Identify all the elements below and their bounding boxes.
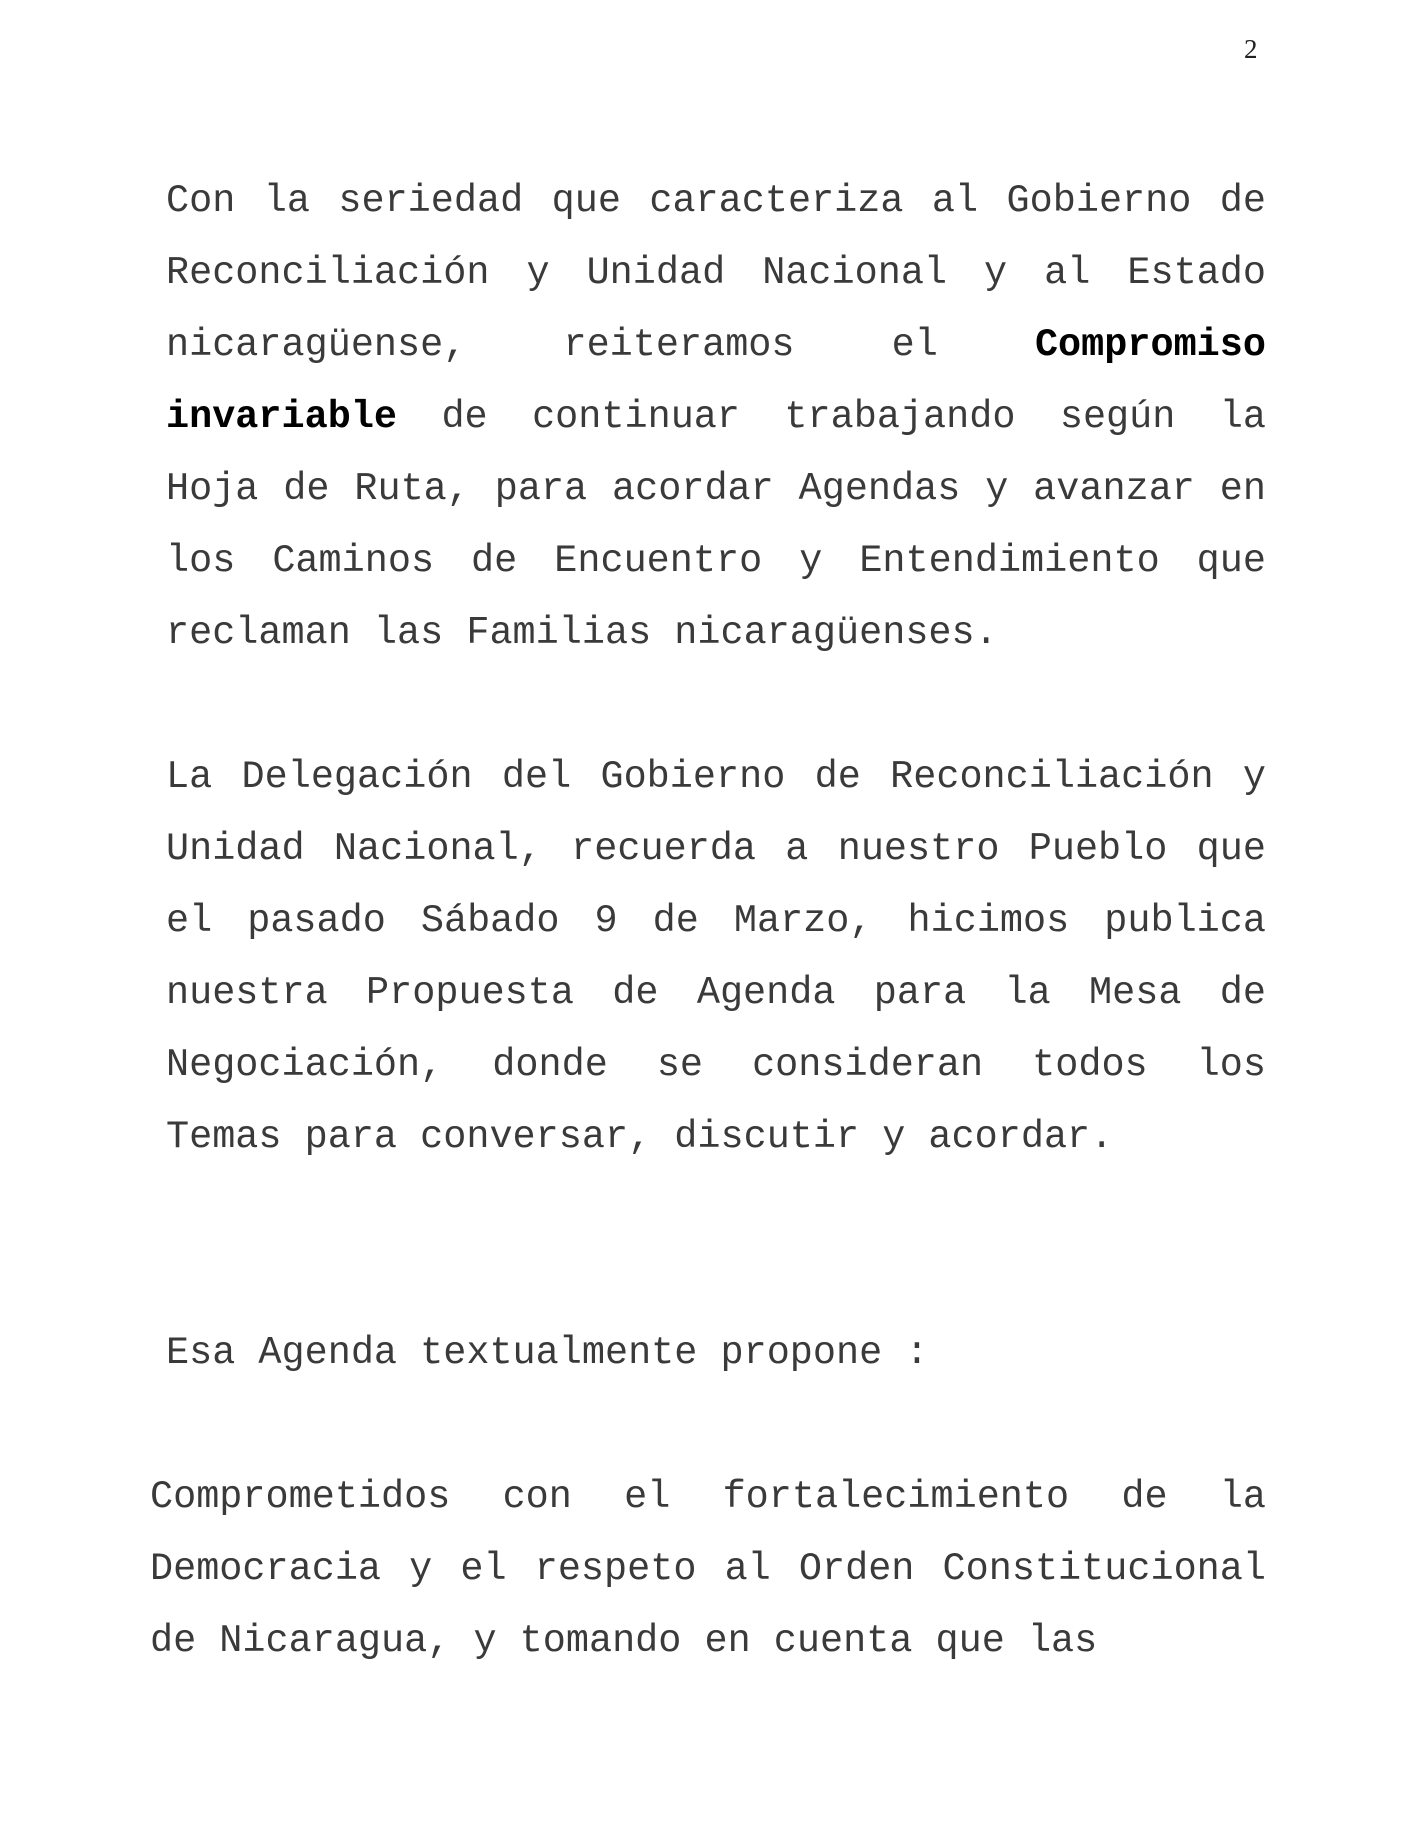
paragraph-commitment [166,165,1266,669]
paragraph-agenda-intro: Esa Agenda textualmente propone : [166,1331,929,1375]
paragraph-delegation: La Delegación del Gobierno de Reconciliación y Unidad Nacional, recuerda a nuestro Pueblo que el pasado Sábado 9 de Marzo, hicimos publica nuestra Propuesta de Agenda para la Mesa de Negociación, donde se consideran todos los Temas para conversar, discutir y acordar. [166,755,1266,1159]
paragraph-agenda-quote: Comprometidos con el fortalecimiento de la Democracia y el respeto al Orden Constitucional de Nicaragua, y tomando en cuenta que las [150,1475,1266,1663]
paragraph-commitment-text-end: de continuar trabajando según la Hoja de Ruta, para acordar Agendas y avanzar en los Caminos de Encuentro y Entendimiento que reclaman las Familias nicaragüenses. [166,395,1266,655]
paragraph-commitment-text-start: Con la seriedad que caracteriza al Gobierno de Reconciliación y Unidad Nacional y al Estado nicaragüense, reiteramos el [166,179,1266,367]
bold-commitment-phrase: Compromiso invariable [166,323,1266,439]
page-number: 2 [1244,34,1258,64]
